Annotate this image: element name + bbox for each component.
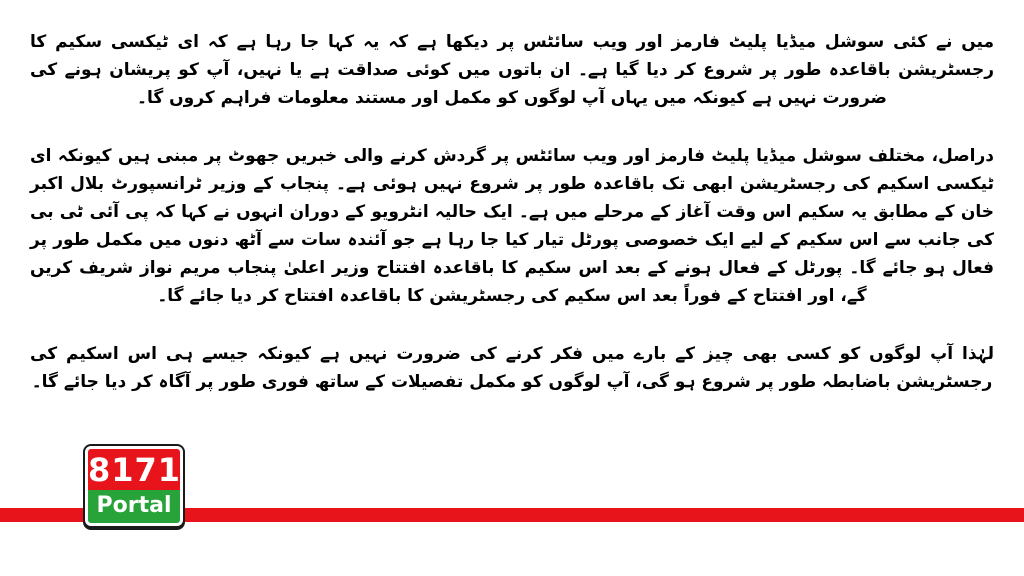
logo-word: Portal bbox=[85, 490, 183, 526]
article-body bbox=[30, 28, 994, 396]
article-paragraph-3: لہٰذا آپ لوگوں کو کسی بھی چیز کے بارے میں فکر کرنے کی ضرورت نہیں ہے کیونکہ جیسے ہی اس اسکیم کی رجسٹریشن باضابطہ طور پر شروع ہو گی، آپ لوگوں کو مکمل تفصیلات کے ساتھ فوری طور پر آگاہ کر دیا جائے گا۔ bbox=[30, 344, 994, 392]
logo-number: 8171 bbox=[85, 446, 183, 490]
article-paragraph-1: میں نے کئی سوشل میڈیا پلیٹ فارمز اور ویب سائٹس پر دیکھا ہے کہ یہ کہا جا رہا ہے کہ ای ٹیکسی سکیم کا رجسٹریشن باقاعدہ طور پر شروع کر دیا گیا ہے۔ ان باتوں میں کوئی صداقت ہے یا نہیں، آپ کو پریشان ہونے کی ضرورت نہیں ہے کیونکہ میں یہاں آپ لوگوں کو مکمل اور مستند معلومات فراہم کروں گا۔ bbox=[30, 32, 994, 108]
article-paragraph-2: دراصل، مختلف سوشل میڈیا پلیٹ فارمز اور ویب سائٹس پر گردش کرنے والی خبریں جھوٹ پر مبنی ہیں کیونکہ ای ٹیکسی اسکیم کی رجسٹریشن ابھی تک باقاعدہ طور پر شروع نہیں ہوئی ہے۔ پنجاب کے وزیر ٹرانسپورٹ بلال اکبر خان کے مطابق یہ سکیم اس وقت آغاز کے مرحلے میں ہے۔ ایک حالیہ انٹرویو کے دوران انہوں نے کہا کہ پی آئی ٹی بی کی جانب سے اس سکیم کے لیے ایک خصوصی پورٹل تیار کیا جا رہا ہے جو آئندہ سات سے آٹھ دنوں میں مکمل طور پر فعال ہو جائے گا۔ پورٹل کے فعال ہونے کے بعد اس سکیم کا باقاعدہ افتتاح وزیر اعلیٰ پنجاب مریم نواز شریف کریں گے، اور افتتاح کے فوراً بعد اس سکیم کی رجسٹریشن کا باقاعدہ افتتاح کر دیا جائے گا۔ bbox=[30, 146, 994, 306]
portal-logo bbox=[85, 446, 183, 528]
